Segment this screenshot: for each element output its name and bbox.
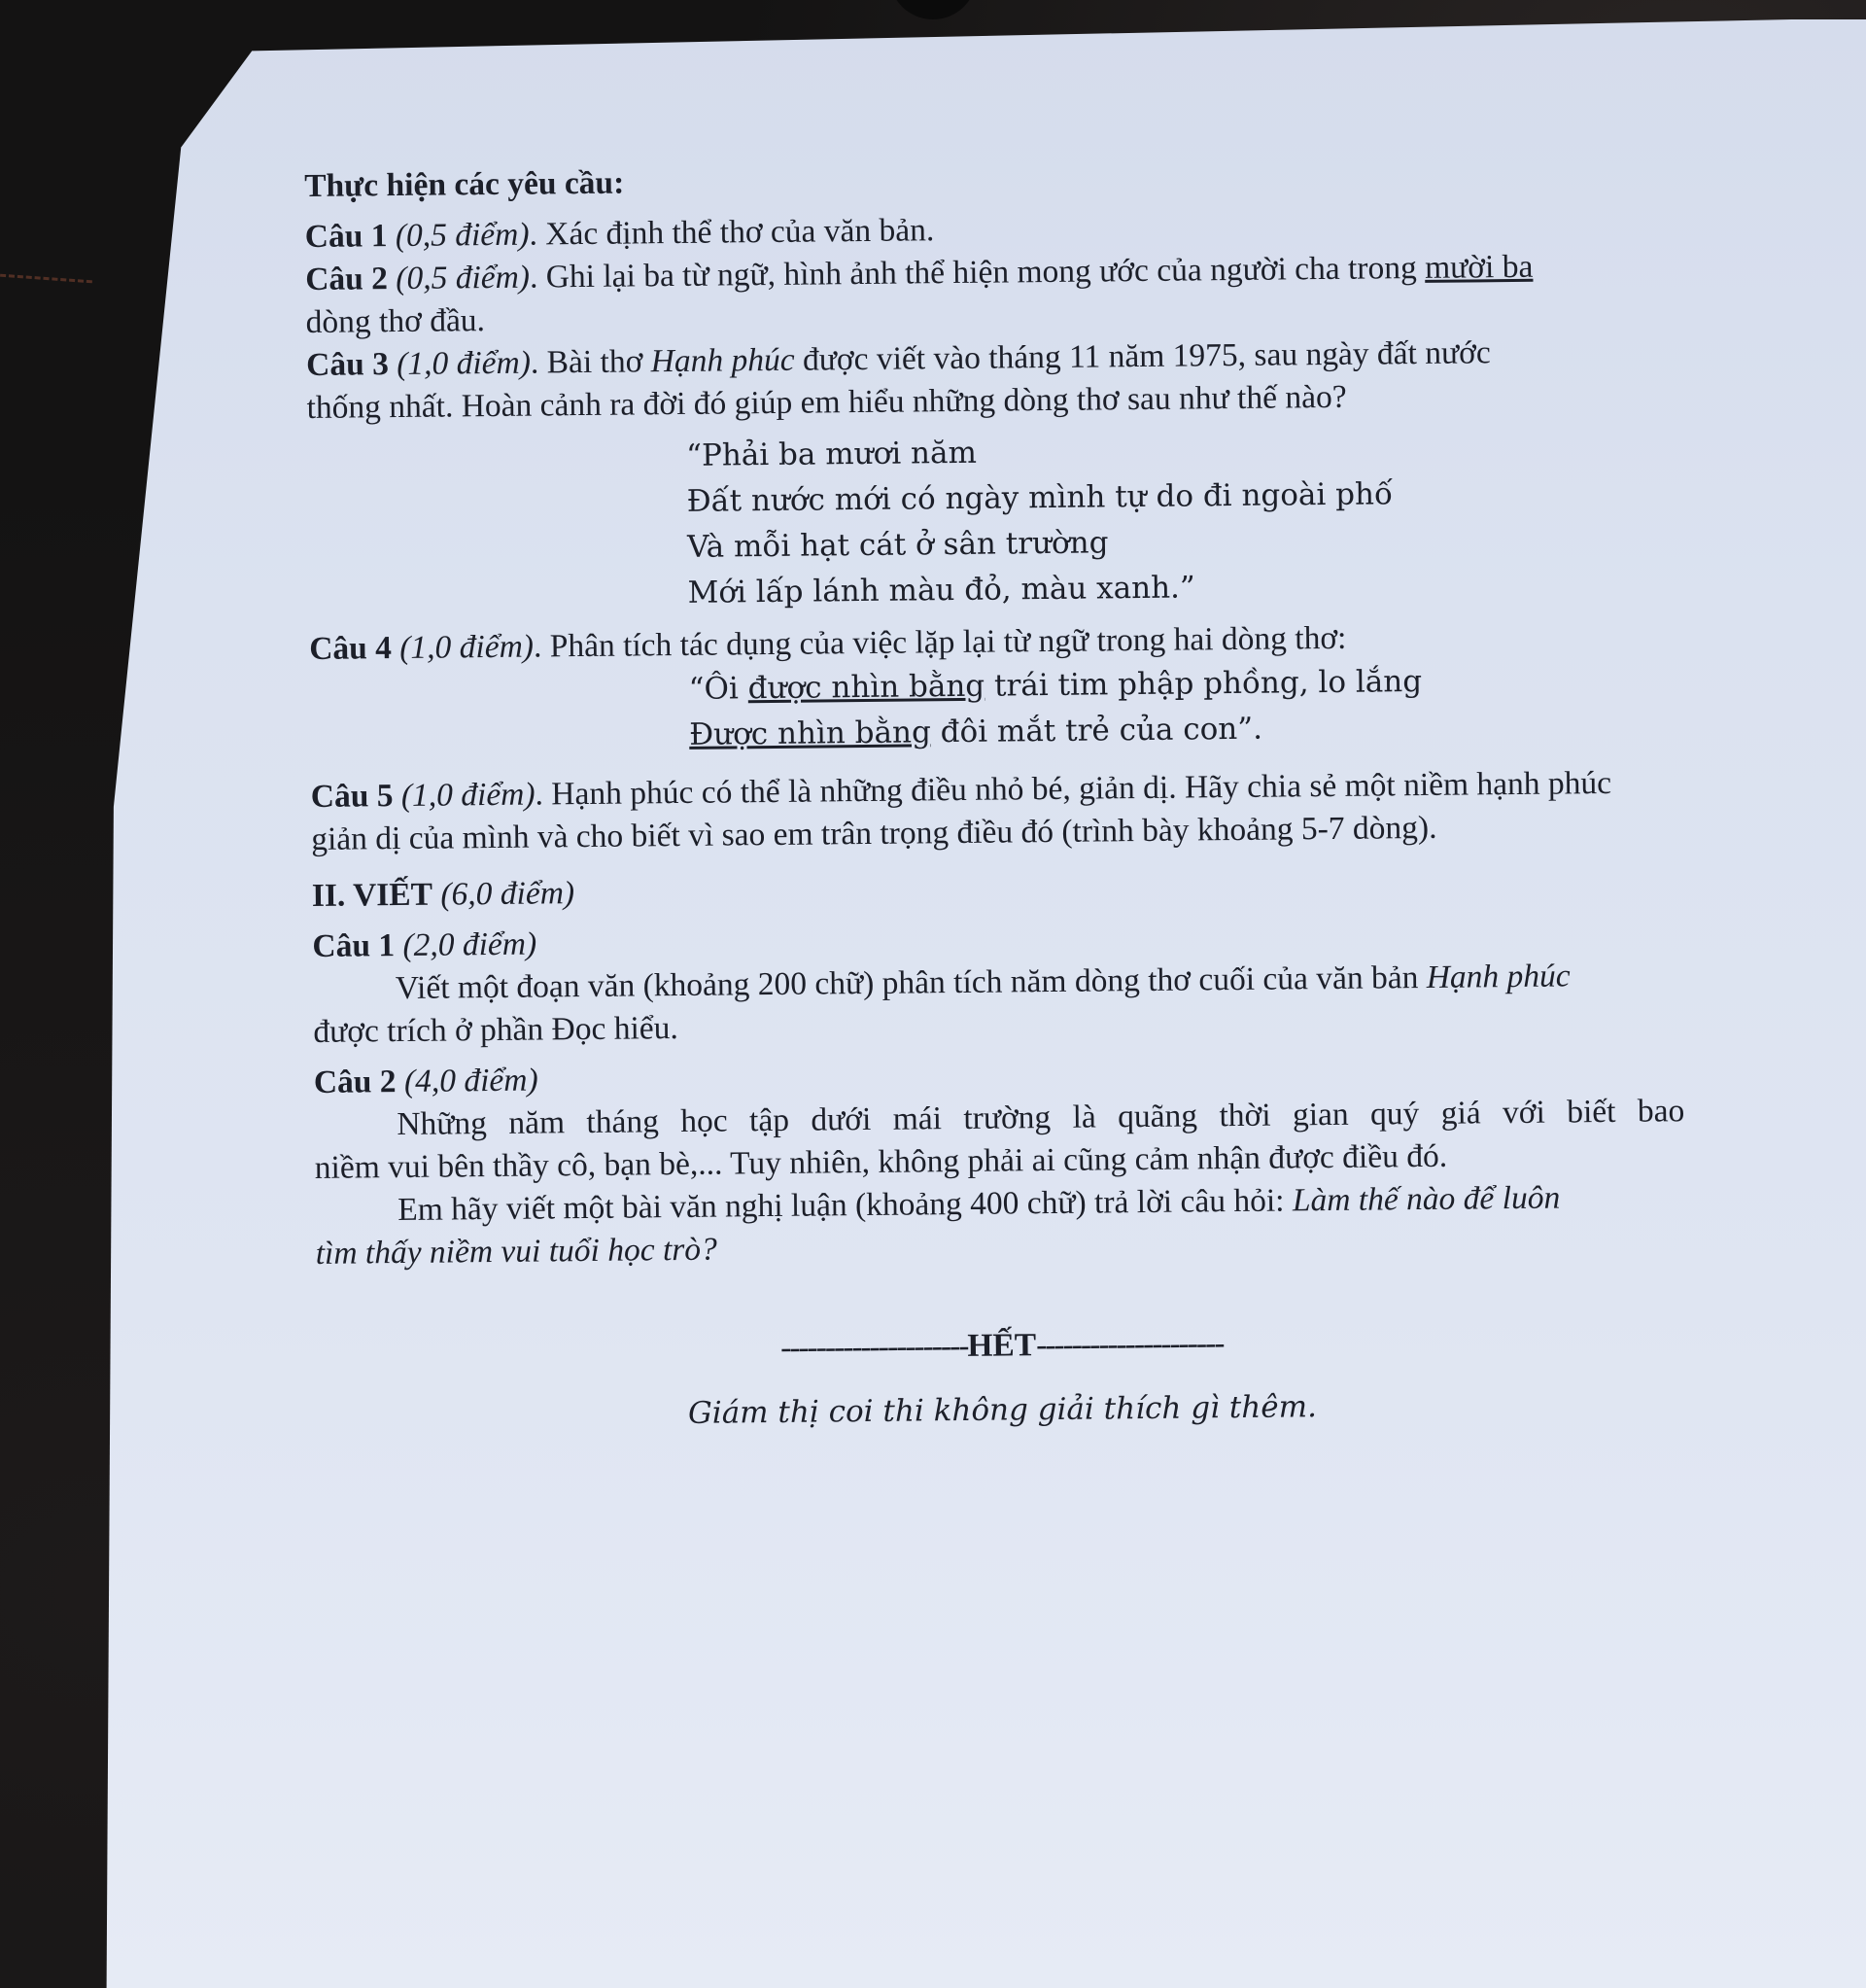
writing-question-2-paragraph-1: Những năm tháng học tập dưới mái trường là quãng thời gian quý giá với biết bao: [397, 1093, 1685, 1143]
poem-title: Hạnh phúc: [650, 341, 795, 380]
dash-line: ---------------------: [1035, 1325, 1224, 1364]
poem-line: “Phải ba mươi năm: [685, 435, 978, 473]
question-text: . Phân tích tác dụng của việc lặp lại từ ngữ trong hai dòng thơ:: [533, 619, 1347, 665]
question-points: (0,5 điểm): [396, 259, 531, 297]
question-points: (1,0 điểm): [400, 776, 536, 814]
poem-text: “Ôi: [688, 671, 748, 707]
instructions-heading: Thực hiện các yêu cầu:: [304, 164, 625, 204]
poem-line: Mới lấp lánh màu đỏ, màu xanh.”: [687, 570, 1195, 610]
question-label: Câu 1: [304, 218, 388, 255]
underlined-phrase: được nhìn bằng: [747, 668, 985, 707]
question-text: Viết một đoạn văn (khoảng 200 chữ) phân tích năm dòng thơ cuối của văn bản: [395, 959, 1427, 1007]
question-label: Câu 3: [305, 346, 390, 383]
question-label: Câu 1: [312, 927, 396, 964]
essay-question: Làm thế nào để luôn: [1292, 1179, 1561, 1219]
proctor-note: Giám thị coi thi không giải thích gì thêm.: [687, 1389, 1318, 1431]
poem-title: Hạnh phúc: [1426, 958, 1571, 995]
question-text: được viết vào tháng 11 năm 1975, sau ngày đất nước: [794, 334, 1491, 378]
question-points: (1,0 điểm): [397, 344, 532, 383]
question-text: . Hạnh phúc có thể là những điều nhỏ bé, giản dị. Hãy chia sẻ một niềm hạnh phúc: [535, 764, 1612, 813]
section-points: (6,0 điểm): [440, 875, 575, 913]
question-5-continued: giản dị của mình và cho biết vì sao em trân trọng điều đó (trình bày khoảng 5-7 dòng).: [311, 809, 1437, 857]
question-label: Câu 5: [310, 778, 394, 815]
question-points: (1,0 điểm): [399, 628, 535, 666]
poem-line: Đất nước mới có ngày mình tự do đi ngoài phố: [686, 476, 1394, 519]
question-label: Câu 2: [305, 261, 389, 297]
question-2-continued: dòng thơ đầu.: [305, 302, 486, 340]
underlined-phrase: Được nhìn bằng: [688, 715, 932, 752]
section-title: II. VIẾT: [311, 876, 433, 914]
poem-excerpt-1: [307, 423, 1679, 620]
question-3-continued: thống nhất. Hoàn cảnh ra đời đó giúp em hiểu những dòng thơ sau như thế nào?: [306, 378, 1347, 426]
writing-question-1-continued: được trích ở phần Đọc hiểu.: [313, 1010, 678, 1050]
question-points: (0,5 điểm): [395, 216, 530, 255]
essay-question-continued: tìm thấy niềm vui tuổi học trò?: [315, 1231, 718, 1272]
poem-excerpt-2: [309, 656, 1680, 762]
dash-line: ---------------------: [779, 1327, 968, 1366]
question-text: . Ghi lại ba từ ngữ, hình ảnh thể hiện mong ước của người cha trong: [529, 249, 1426, 296]
section-writing-heading: [312, 860, 1682, 918]
end-marker: [317, 1317, 1687, 1375]
poem-text: trái tim phập phồng, lo lắng: [984, 663, 1423, 704]
end-text: HẾT: [967, 1327, 1037, 1364]
question-points: (2,0 điểm): [402, 925, 537, 963]
poem-text: đôi mắt trẻ của con”.: [930, 711, 1263, 750]
question-text: Em hãy viết một bài văn nghị luận (khoảng 400 chữ) trả lời câu hỏi:: [397, 1182, 1294, 1229]
writing-question-2-paragraph-1-continued: niềm vui bên thầy cô, bạn bè,... Tuy nhiên, không phải ai cũng cảm nhận được điều đó.: [314, 1137, 1448, 1186]
underlined-phrase: mười ba: [1424, 248, 1534, 286]
question-label: Câu 4: [309, 630, 393, 667]
poem-line: Và mỗi hạt cát ở sân trường: [686, 525, 1109, 565]
question-label: Câu 2: [313, 1064, 397, 1100]
poem-line: [689, 702, 1680, 758]
question-text: . Xác định thể thơ của văn bản.: [529, 212, 935, 253]
question-points: (4,0 điểm): [403, 1062, 538, 1099]
exam-content: [304, 151, 1688, 1439]
question-text: . Bài thơ: [530, 343, 651, 381]
